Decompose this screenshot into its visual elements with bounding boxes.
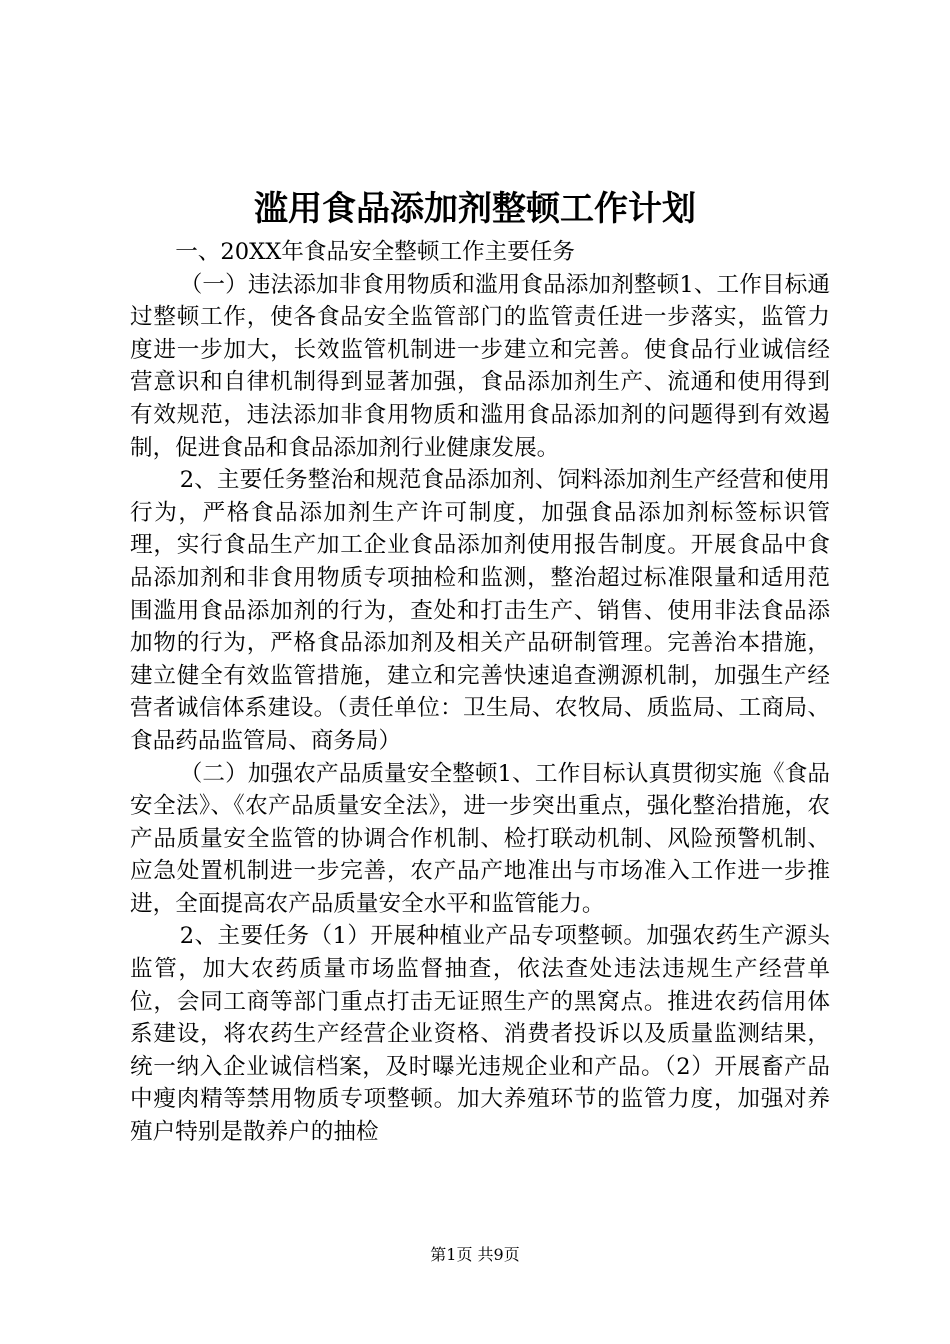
section-heading: 一、20XX年食品安全整顿工作主要任务: [175, 239, 576, 265]
document-title: 滥用食品添加剂整顿工作计划: [254, 189, 696, 229]
paragraph: （二）加强农产品质量安全整顿1、工作目标认真贯彻实施《食品安全法》、《农产品质量安全法》，进一步突出重点，强化整治措施，农产品质量安全监管的协调合作机制、检打联动机制、风险预警机制、应急处置机制进一步完善，农产品产地准出与市场准入工作进一步推进，全面提高农产品质量安全水平和监管能力。: [130, 760, 830, 917]
paragraph: 2、主要任务（1）开展种植业产品专项整顿。加强农药生产源头监管，加大农药质量市场监督抽查，依法查处违法违规生产经营单位，会同工商等部门重点打击无证照生产的黑窝点。推进农药信用体系建设，将农药生产经营企业资格、消费者投诉以及质量监测结果，统一纳入企业诚信档案，及时曝光违规企业和产品。（2）开展畜产品中瘦肉精等禁用物质专项整顿。加大养殖环节的监管力度，加强对养殖户特别是散养户的抽检: [130, 923, 830, 1146]
paragraph: （一）违法添加非食用物质和滥用食品添加剂整顿1、工作目标通过整顿工作，使各食品安全监管部门的监管责任进一步落实，监管力度进一步加大，长效监管机制进一步建立和完善。使食品行业诚信经营意识和自律机制得到显著加强，食品添加剂生产、流通和使用得到有效规范，违法添加非食用物质和滥用食品添加剂的问题得到有效遏制，促进食品和食品添加剂行业健康发展。: [130, 271, 830, 461]
paragraph: 2、主要任务整治和规范食品添加剂、饲料添加剂生产经营和使用行为，严格食品添加剂生产许可制度，加强食品添加剂标签标识管理，实行食品生产加工企业食品添加剂使用报告制度。开展食品中食品添加剂和非食用物质专项抽检和监测，整治超过标准限量和适用范围滥用食品添加剂的行为，查处和打击生产、销售、使用非法食品添加物的行为，严格食品添加剂及相关产品研制管理。完善治本措施，建立健全有效监管措施，建立和完善快速追查溯源机制，加强生产经营者诚信体系建设。（责任单位：卫生局、农牧局、质监局、工商局、食品药品监管局、商务局）: [130, 467, 830, 754]
page-number: 第1页 共9页: [430, 1245, 520, 1264]
document-body: [130, 236, 830, 1149]
